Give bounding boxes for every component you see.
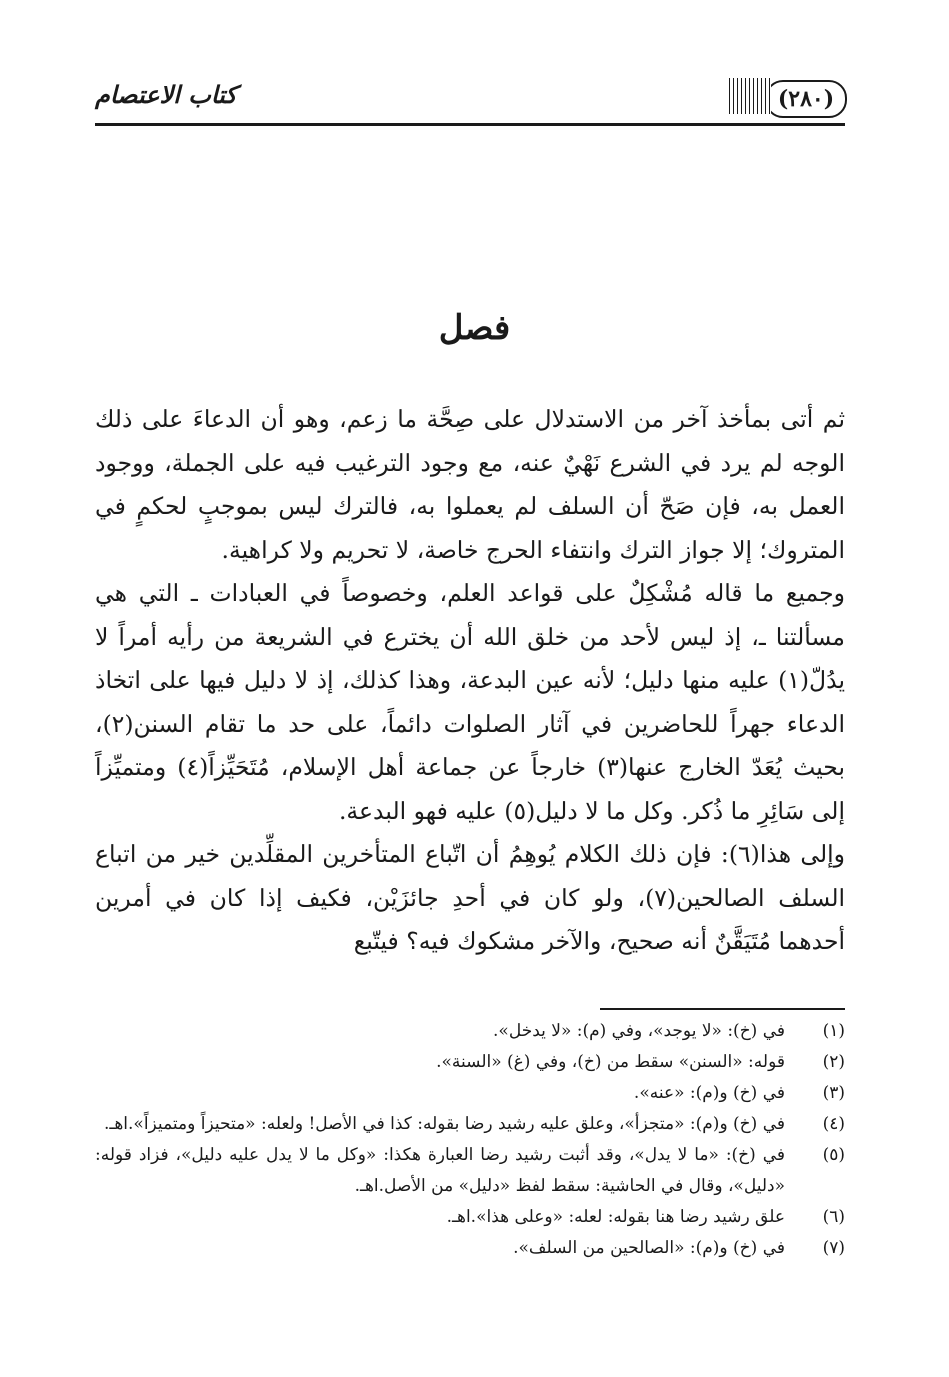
- page-header: [95, 70, 845, 126]
- footnote-number: (١): [822, 1021, 845, 1041]
- footnote: [95, 1078, 845, 1109]
- footnote: [95, 1047, 845, 1078]
- footnote-text: قوله: «السنن» سقط من (خ)، وفي (غ) «السنة».: [436, 1052, 785, 1072]
- paragraph: وإلى هذا(٦): فإن ذلك الكلام يُوهِمُ أن اتّباع المتأخرين المقلِّدين خير من اتباع السلف الصالحين(٧)، ولو كان في أحدِ جائزَيْن، فكيف إذا كان في أمرين أحدهما مُتَيَقَّنٌ أنه صحيح، والآخر مشكوك فيه؟ فيتّبع: [95, 840, 846, 955]
- header-rule: [95, 123, 845, 126]
- footnote: [95, 1140, 845, 1202]
- footnote-text: في (خ): «ما لا يدل»، وقد أثبت رشيد رضا العبارة هكذا: «وكل ما لا يدل عليه دليل»، فزاد قوله: «دليل»، وقال في الحاشية: سقط لفظ «دليل» من الأصل.اهـ.: [95, 1145, 785, 1196]
- footnote-number: (٦): [822, 1207, 845, 1227]
- page-number: (٢٨٠): [765, 80, 847, 118]
- footnote-text: في (خ): «لا يوجد»، وفي (م): «لا يدخل».: [493, 1021, 785, 1041]
- book-title: كتاب الاعتصام: [95, 80, 237, 109]
- footnote-divider: [600, 1008, 845, 1010]
- footnote-number: (٣): [822, 1083, 845, 1103]
- footnote: [95, 1109, 845, 1140]
- footnotes: [95, 1016, 845, 1264]
- footnote-number: (٧): [822, 1238, 845, 1258]
- footnote-number: (٤): [822, 1114, 845, 1134]
- footnote-number: (٥): [822, 1145, 845, 1165]
- footnote-text: في (خ) و(م): «عنه».: [633, 1083, 785, 1103]
- footnote-number: (٢): [822, 1052, 845, 1072]
- footnote-text: في (خ) و(م): «الصالحين من السلف».: [513, 1238, 785, 1258]
- footnote: [95, 1016, 845, 1047]
- section-title: فصل: [438, 308, 511, 348]
- footnote: [95, 1233, 845, 1264]
- footnote-text: علق رشيد رضا هنا بقوله: لعله: «وعلى هذا».اهـ.: [446, 1207, 785, 1227]
- footnote: [95, 1202, 845, 1233]
- paragraph: وجميع ما قاله مُشْكِلٌ على قواعد العلم، وخصوصاً في العبادات ـ التي هي مسألتنا ـ، إذ ليس لأحد من خلق الله أن يخترع في الشريعة من رأيه أمراً لا يدُلّ(١) عليه منها دليل؛ لأنه عين البدعة، وهذا كذلك، إذ لا دليل فيها على اتخاذ الدعاء جهراً للحاضرين في آثار الصلوات دائماً، على حد ما تقام السنن(٢)، بحيث يُعَدّ الخارج عنها(٣) خارجاً عن جماعة أهل الإسلام، مُتَحَيِّزاً(٤) ومتميِّزاً إلى سَائِرِ ما ذُكر. وكل ما لا دليل(٥) عليه فهو البدعة.: [95, 579, 845, 825]
- footnote-text: في (خ) و(م): «متجزأ»، وعلق عليه رشيد رضا بقوله: كذا في الأصل! ولعله: «متحيزاً ومتميزاً».اهـ.: [103, 1114, 785, 1134]
- paragraph: ثم أتى بمأخذ آخر من الاستدلال على صِحَّة ما زعم، وهو أن الدعاءَ على ذلك الوجه لم يرد في الشرع نَهْيٌ عنه، مع وجود الترغيب فيه على الجملة، ووجود العمل به، فإن صَحّ أن السلف لم يعملوا به، فالترك ليس بموجبٍ لحكمٍ في المتروك؛ إلا جواز الترك وانتفاء الحرج خاصة، لا تحريم ولا كراهية.: [95, 405, 845, 564]
- header-ornament: [729, 78, 771, 114]
- main-text: [95, 398, 845, 964]
